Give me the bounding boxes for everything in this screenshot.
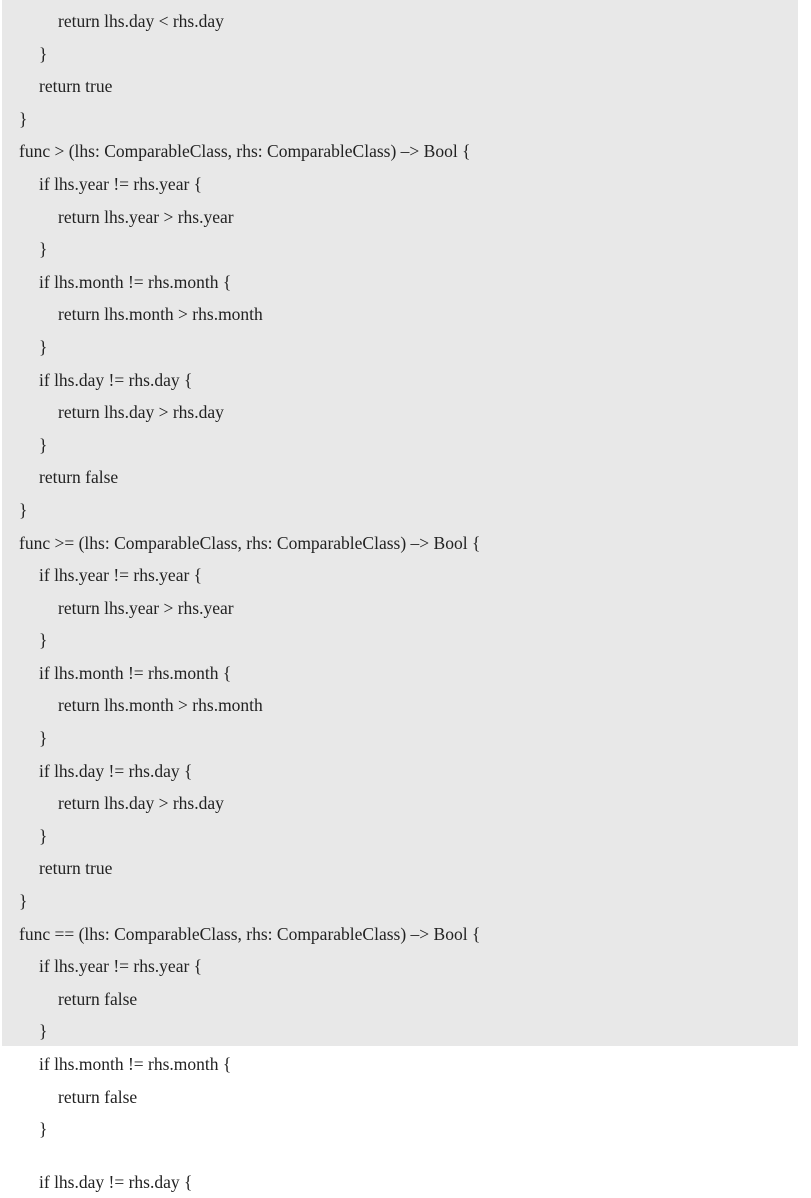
code-line: return lhs.day > rhs.day xyxy=(58,793,224,814)
code-line: } xyxy=(39,43,48,64)
code-line: } xyxy=(39,728,48,749)
code-line: if lhs.year != rhs.year { xyxy=(39,173,203,194)
code-line: } xyxy=(19,108,28,129)
code-line: if lhs.day != rhs.day { xyxy=(39,1171,193,1192)
code-line: return lhs.month > rhs.month xyxy=(58,695,263,716)
code-line: if lhs.year != rhs.year { xyxy=(39,565,203,586)
code-line: return false xyxy=(39,467,119,488)
code-line: if lhs.day != rhs.day { xyxy=(39,369,193,390)
code-line: return false xyxy=(58,988,138,1009)
code-line: return lhs.day < rhs.day xyxy=(58,11,224,31)
code-line: return false xyxy=(58,1086,138,1107)
code-line: if lhs.month != rhs.month { xyxy=(39,1054,232,1074)
blank-line xyxy=(2,1146,798,1166)
code-line: } xyxy=(39,239,48,260)
code-line: return true xyxy=(39,76,113,97)
code-line: return lhs.month > rhs.month xyxy=(58,304,263,325)
code-line: } xyxy=(39,1021,48,1042)
code-line: return lhs.year > rhs.year xyxy=(58,206,234,227)
code-line: return lhs.day > rhs.day xyxy=(58,402,224,423)
code-line: func == (lhs: ComparableClass, rhs: ComparableClass) –> Bool { xyxy=(19,923,481,944)
code-line: } xyxy=(39,825,48,846)
code-line: } xyxy=(19,499,28,520)
code-line: if lhs.year != rhs.year { xyxy=(39,956,203,977)
code-line: if lhs.month != rhs.month { xyxy=(39,662,232,683)
code-line: return lhs.year > rhs.year xyxy=(58,597,234,618)
code-listing xyxy=(2,0,798,1192)
code-line: func > (lhs: ComparableClass, rhs: ComparableClass) –> Bool { xyxy=(19,141,471,162)
code-line: if lhs.month != rhs.month { xyxy=(39,271,232,292)
code-line: } xyxy=(39,434,48,455)
code-line: } xyxy=(39,1119,48,1140)
code-line: if lhs.day != rhs.day { xyxy=(39,760,193,781)
code-line: } xyxy=(39,336,48,357)
code-line: func >= (lhs: ComparableClass, rhs: ComparableClass) –> Bool { xyxy=(19,532,481,553)
code-line: } xyxy=(19,891,28,912)
code-line: } xyxy=(39,630,48,651)
code-line: return true xyxy=(39,858,113,879)
